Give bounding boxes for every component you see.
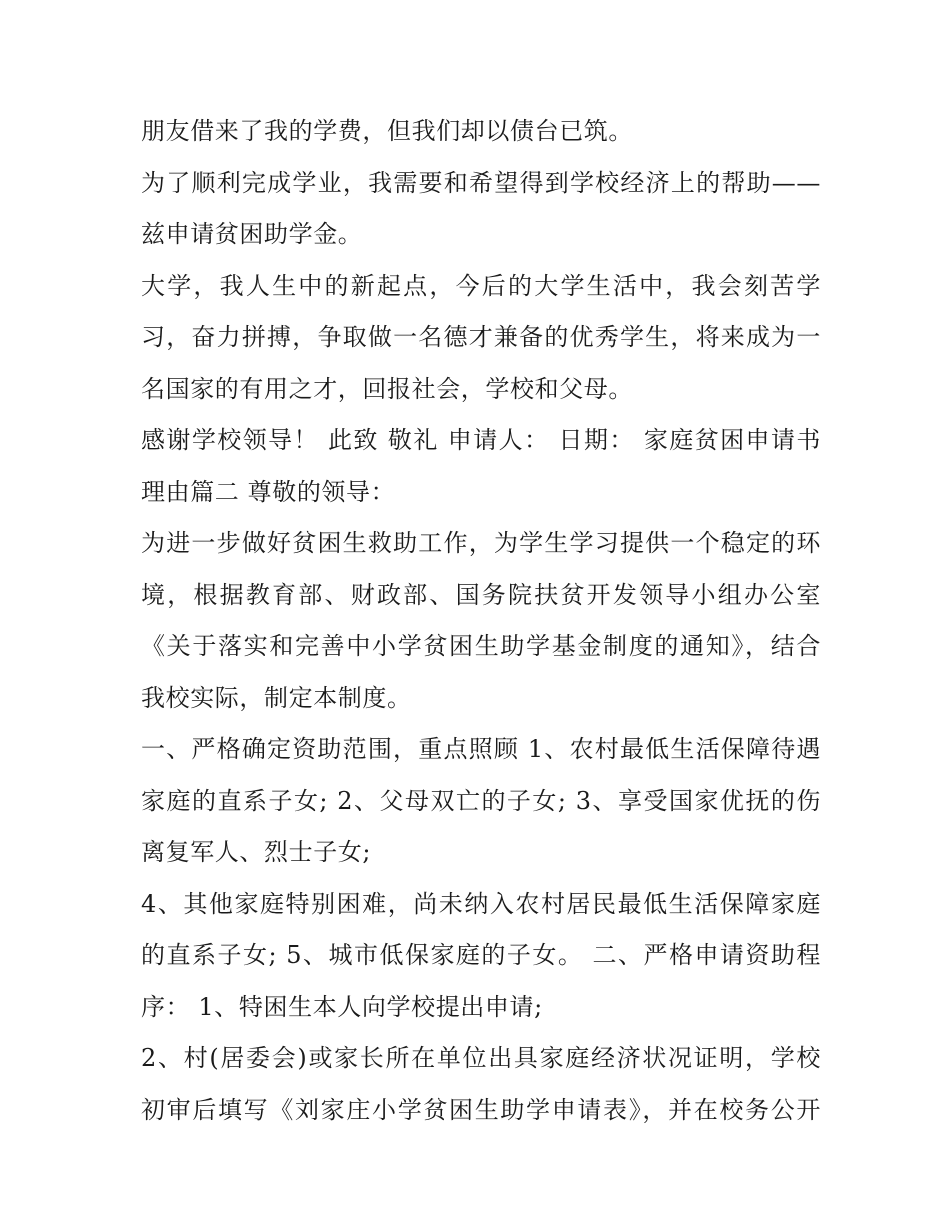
text-line: 序： 1、特困生本人向学校提出申请; xyxy=(141,992,543,1021)
text-line: 习，奋力拼搏，争取做一名德才兼备的优秀学生，将来成为一 xyxy=(141,323,821,351)
text-line: 我校实际，制定本制度。 xyxy=(141,683,412,712)
text-line: 朋友借来了我的学费，但我们却以债台已筑。 xyxy=(141,117,633,145)
text-line: 境，根据教育部、财政部、国务院扶贫开发领导小组办公室 xyxy=(141,580,821,609)
document-body xyxy=(141,106,821,1136)
text-line: 《关于落实和完善中小学贫困生助学基金制度的通知》，结合 xyxy=(141,632,821,660)
text-line: 4、其他家庭特别困难，尚未纳入农村居民最低生活保障家庭 xyxy=(141,889,821,918)
text-line: 为进一步做好贫困生救助工作，为学生学习提供一个稳定的环 xyxy=(141,529,821,557)
text-line: 离复军人、烈士子女; xyxy=(141,838,372,866)
text-line: 名国家的有用之才，回报社会，学校和父母。 xyxy=(141,374,633,403)
text-line: 理由篇二 尊敬的领导： xyxy=(141,477,396,506)
text-line: 初审后填写《刘家庄小学贫困生助学申请表》，并在校务公开 xyxy=(141,1095,821,1124)
text-line: 感谢学校领导！ 此致 敬礼 申请人： 日期： 家庭贫困申请书 xyxy=(141,426,821,454)
text-line: 一、严格确定资助范围，重点照顾 1、农村最低生活保障待遇 xyxy=(141,735,821,763)
text-line: 兹申请贫困助学金。 xyxy=(141,220,363,248)
text-line: 家庭的直系子女; 2、父母双亡的子女; 3、享受国家优抚的伤 xyxy=(141,786,821,815)
text-line: 大学，我人生中的新起点，今后的大学生活中，我会刻苦学 xyxy=(141,271,821,300)
text-line: 2、村(居委会)或家长所在单位出具家庭经济状况证明，学校 xyxy=(141,1044,821,1072)
text-line: 为了顺利完成学业，我需要和希望得到学校经济上的帮助—— xyxy=(141,168,821,197)
text-line: 的直系子女; 5、城市低保家庭的子女。 二、严格申请资助程 xyxy=(141,941,821,969)
